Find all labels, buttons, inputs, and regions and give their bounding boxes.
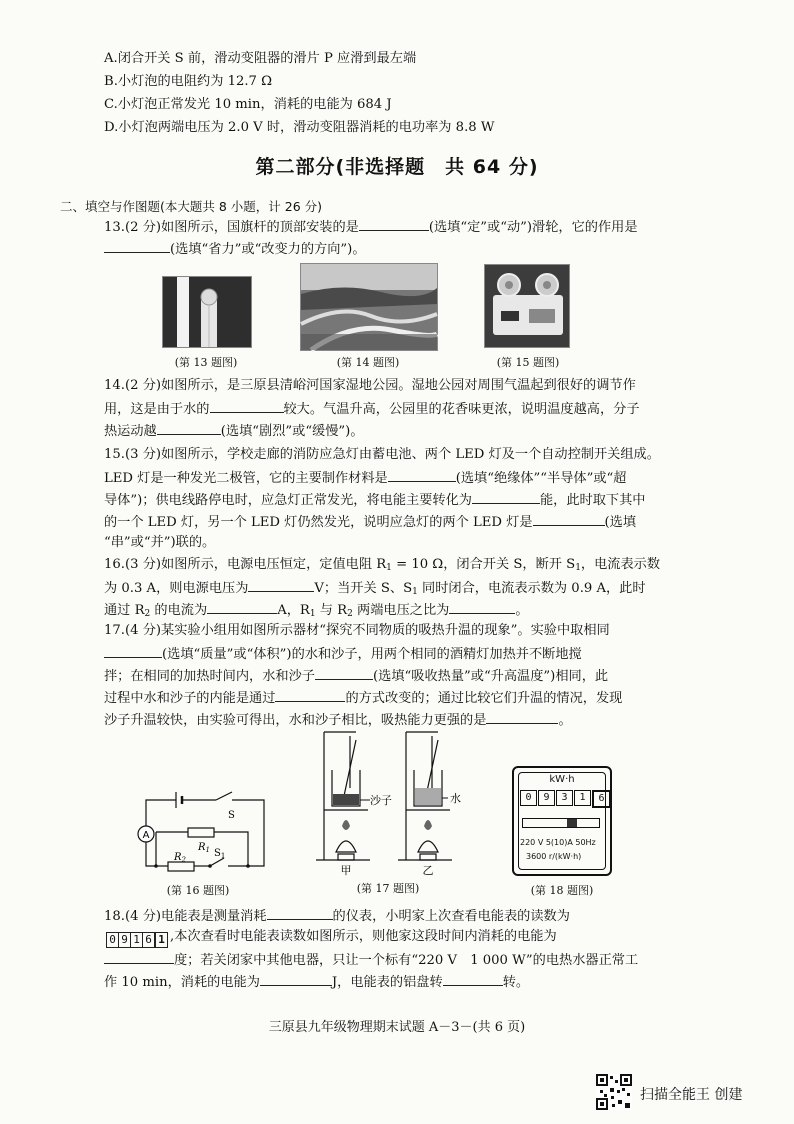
q17-text-c: (选填“吸收热量”或“升高温度”)相同，此: [373, 669, 609, 684]
q16-sub-r1: 1: [386, 563, 392, 573]
q16-line-1: [104, 556, 660, 577]
q15-text-d: 能，此时取下其中: [539, 493, 646, 508]
q18-blank-2[interactable]: [104, 950, 174, 964]
q13-blank-2[interactable]: [104, 239, 170, 253]
r2-label: [173, 852, 187, 864]
q18-text-g: 转。: [502, 975, 530, 990]
meter-digits: [520, 790, 612, 808]
q18-blank-1[interactable]: [267, 906, 333, 920]
q14-text-d: (选填“剧烈”或“缓慢”)。: [220, 424, 364, 439]
q16-text-d: 为 0.3 A，则电源电压为: [104, 581, 249, 596]
r1-sub: 1: [205, 846, 210, 854]
meter-spec-1: 220 V 5(10)A 50Hz: [520, 838, 596, 847]
q14-text-b: 较大。气温升高，公园里的花香味更浓，说明温度越高，分子: [283, 402, 640, 417]
q18-text-c: ,本次查看时电能表读数如图所示，则他家这段时间内消耗的电能为: [170, 929, 557, 944]
wetland-park-photo: [300, 263, 438, 351]
q17-blank-2[interactable]: [315, 666, 373, 680]
q15-text-a: LED 灯是一种发光二极管，它的主要制作材料是: [104, 471, 388, 486]
q17-text-d: 过程中水和沙子的内能是通过: [104, 691, 276, 706]
jia-label: 甲: [340, 864, 352, 877]
caption-18: (第 18 题图): [530, 884, 594, 897]
meter-digit: 9: [538, 790, 555, 806]
q17-line-3: [104, 666, 608, 686]
meter-unit: kW·h: [549, 774, 575, 785]
s1-sub: 1: [220, 852, 226, 860]
scanner-watermark: 扫描全能王 创建: [640, 1087, 743, 1103]
reading-digit: 1: [131, 933, 143, 947]
q15-line-2: [104, 468, 626, 488]
q17-text-f: 沙子升温较快，由实验可得出，水和沙子相比，吸热能力更强的是: [104, 713, 487, 728]
q16-text-f: 同时闭合，电流表示数为 0.9 A，此时: [417, 581, 646, 596]
reading-digit: 0: [107, 933, 119, 947]
q16-text-g: 通过 R: [104, 603, 145, 618]
qr-code-icon: [596, 1074, 632, 1110]
q18-text-d: 度；若关闭家中其他电器，只让一个标有“220 V 1 000 W”的电热水器正常工: [174, 953, 639, 968]
q13-text-b: (选填“定”或“动”)滑轮，它的作用是: [428, 220, 638, 235]
meter-disc-window: [522, 818, 600, 828]
meter-spec-2: 3600 r/(kW·h): [526, 852, 582, 861]
q16-text-j: 与 R: [315, 603, 348, 618]
q18-line-1: [104, 906, 570, 926]
flagpole-photo: [162, 276, 252, 348]
caption-15: (第 15 题图): [496, 356, 560, 369]
q18-blank-3[interactable]: [260, 972, 332, 986]
electricity-meter: [512, 766, 612, 876]
q18-line-2: [104, 928, 557, 948]
option-b: B.小灯泡的电阻约为 12.7 Ω: [104, 74, 273, 89]
q15-blank-1[interactable]: [388, 468, 456, 482]
caption-13: (第 13 题图): [174, 356, 238, 369]
q15-text-e: 的一个 LED 灯，另一个 LED 灯仍然发光，说明应急灯的两个 LED 灯是: [104, 515, 533, 530]
previous-reading: [106, 932, 168, 948]
q15-text-f: (选填: [604, 515, 637, 530]
q14-line-3: [104, 421, 364, 441]
q18-text-e: 作 10 min，消耗的电能为: [104, 975, 260, 990]
q15-line-1: 15.(3 分)如图所示，学校走廊的消防应急灯由蓄电池、两个 LED 灯及一个自动控制开关组成。: [104, 447, 660, 462]
s1-label: [214, 848, 225, 860]
q14-line-2: [104, 399, 640, 419]
page-footer: 三原县九年级物理期末试题 A－3－(共 6 页): [268, 1020, 526, 1035]
q16-text-a: 16.(3 分)如图所示，电源电压恒定，定值电阻 R: [104, 557, 387, 572]
caption-17: (第 17 题图): [356, 882, 420, 895]
option-a: A.闭合开关 S 前，滑动变阻器的滑片 P 应滑到最左端: [104, 51, 417, 66]
q13-blank-1[interactable]: [359, 217, 429, 231]
r2-sub: 2: [181, 856, 186, 864]
q15-line-4: [104, 512, 636, 532]
circuit-diagram: [128, 786, 268, 876]
q16-text-c: ，电流表示数: [580, 557, 661, 572]
q14-blank-2[interactable]: [157, 421, 221, 435]
emergency-lamp-icon: [485, 265, 569, 347]
switch-s-label: S: [228, 810, 235, 821]
meter-digit: 3: [556, 790, 573, 806]
r1-letter: R: [198, 842, 206, 853]
q18-blank-4[interactable]: [443, 972, 503, 986]
q18-text-a: 18.(4 分)电能表是测量消耗: [104, 909, 267, 924]
q14-text-a: 用，这是由于水的: [104, 402, 210, 417]
q16-text-k: 两端电压之比为: [352, 603, 450, 618]
q16-blank-1[interactable]: [248, 578, 314, 592]
q17-line-2: [104, 644, 582, 664]
q17-blank-4[interactable]: [486, 710, 558, 724]
reading-digit: 9: [119, 933, 131, 947]
q16-sub-r2b: 2: [347, 609, 353, 619]
q18-text-f: J，电能表的铝盘转: [331, 975, 443, 990]
r1-label: [197, 842, 210, 854]
water-label: 水: [450, 792, 461, 805]
q16-text-h: 的电流为: [150, 603, 208, 618]
caption-14: (第 14 题图): [336, 356, 400, 369]
sand-label: 沙子: [370, 794, 392, 807]
q17-blank-3[interactable]: [275, 688, 345, 702]
q13-line-2: [104, 239, 366, 259]
q15-blank-2[interactable]: [472, 490, 540, 504]
q16-sub-r1b: 1: [309, 609, 316, 619]
caption-16: (第 16 题图): [166, 884, 230, 897]
s1-letter: S: [214, 848, 221, 859]
yi-label: 乙: [422, 864, 434, 877]
q14-line-1: 14.(2 分)如图所示，是三原县清峪河国家湿地公园。湿地公园对周围气温起到很好的调节作: [104, 378, 636, 393]
q16-line-2: [104, 578, 646, 601]
reading-digit: 6: [143, 933, 155, 947]
meter-disc-mark: [567, 819, 577, 827]
q16-sub-s1b: 1: [412, 587, 418, 597]
q15-line-5: “串”或“并”)联的。: [104, 535, 216, 550]
q15-text-b: (选填“绝缘体”“半导体”或“超: [455, 471, 627, 486]
meter-digit: 0: [520, 790, 537, 806]
q16-text-e: V；当开关 S、S: [314, 581, 413, 596]
q13-line-1: [104, 217, 638, 237]
meter-digit: 1: [574, 790, 591, 806]
q17-line-4: [104, 688, 622, 708]
ammeter-label: A: [142, 830, 150, 841]
r2-letter: R: [174, 852, 182, 863]
q16-text-b: = 10 Ω，闭合开关 S，断开 S: [391, 557, 576, 572]
q17-text-a: (选填“质量”或“体积”)的水和沙子，用两个相同的酒精灯加热并不断地搅: [162, 647, 582, 662]
q13-text-c: (选填“省力”或“改变力的方向”)。: [170, 242, 366, 257]
q16-line-3: [104, 600, 529, 623]
q16-sub-r2: 2: [144, 609, 151, 619]
q16-blank-3[interactable]: [449, 600, 515, 614]
emergency-light-photo: [484, 264, 570, 348]
q18-text-b: 的仪表，小明家上次查看电能表的读数为: [332, 909, 570, 924]
q15-text-c: 导体”)；供电线路停电时，应急灯正常发光，将电能主要转化为: [104, 493, 472, 508]
q18-line-3: [104, 950, 638, 970]
q15-blank-3[interactable]: [533, 512, 605, 526]
heating-apparatus-diagram: [310, 726, 490, 877]
q14-text-c: 热运动越: [104, 424, 157, 439]
q17-text-b: 拌；在相同的加热时间内，水和沙子: [104, 669, 315, 684]
q16-text-i: A，R: [277, 603, 310, 618]
q17-blank-1[interactable]: [104, 644, 162, 658]
wetland-landscape-icon: [301, 264, 437, 350]
q17-text-g: 。: [558, 713, 572, 728]
reading-digit-decimal: 1: [155, 933, 167, 947]
q13-text-a: 13.(2 分)如图所示，国旗杆的顶部安装的是: [104, 220, 359, 235]
option-d: D.小灯泡两端电压为 2.0 V 时，滑动变阻器消耗的电功率为 8.8 W: [104, 120, 495, 135]
q16-sub-s1: 1: [575, 563, 581, 573]
q14-blank-1[interactable]: [210, 399, 284, 413]
q17-line-1: 17.(4 分)某实验小组用如图所示器材“探究不同物质的吸热升温的现象”。实验中取相同: [104, 623, 610, 638]
q16-blank-2[interactable]: [207, 600, 277, 614]
flagpole-pulley-icon: [163, 277, 251, 347]
section-title: 二、填空与作图题(本大题共 8 小题，计 26 分): [60, 199, 323, 214]
q15-line-3: [104, 490, 645, 510]
q18-line-4: [104, 972, 529, 992]
option-c: C.小灯泡正常发光 10 min，消耗的电能为 684 J: [104, 97, 392, 112]
q17-text-e: 的方式改变的；通过比较它们升温的情况，发现: [345, 691, 623, 706]
q16-text-l: 。: [515, 603, 529, 618]
meter-digit-decimal: 6: [592, 790, 611, 808]
part-two-title: 第二部分(非选择题 共 64 分): [255, 156, 539, 178]
